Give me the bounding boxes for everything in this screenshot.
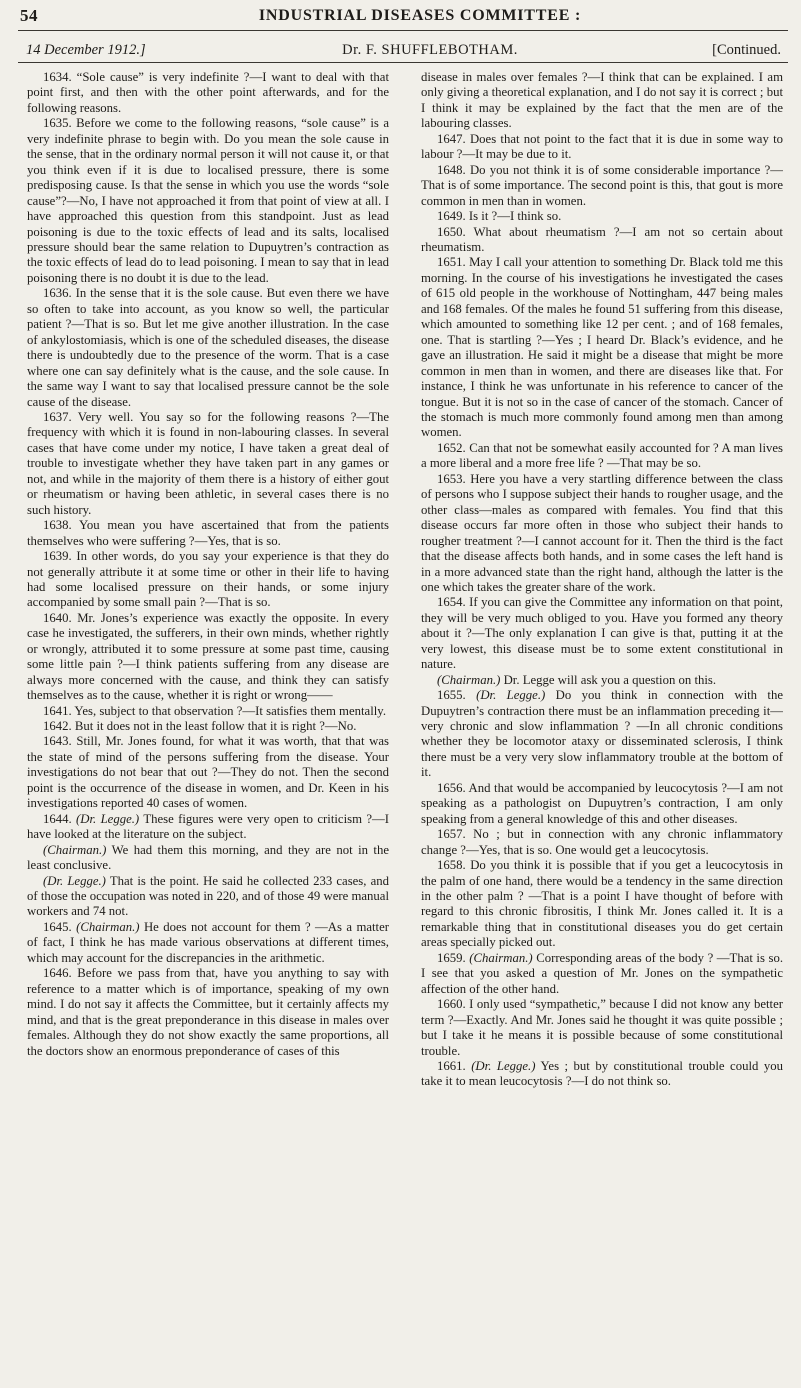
paragraph-text: What about rheumatism ?—I am not so certain about rheumatism. (421, 224, 783, 254)
speaker: (Chairman.) (469, 950, 533, 965)
paragraph-text: Yes ; but by constitutional trouble could you take it to mean leucocytosis ?—I do not think so. (421, 1059, 783, 1089)
question-number: 1650. (437, 224, 466, 239)
speaker: (Chairman.) (76, 919, 140, 934)
paragraph (421, 997, 783, 1059)
witness-name: Dr. F. SHUFFLEBOTHAM. (342, 42, 518, 58)
paragraph-text: I only used “sympathetic,” because I did not know any better term ?—Exactly. And Mr. Jones said he thought it was quite possible ; but I take it he means it is possible because of some constitutional trouble. (421, 997, 783, 1058)
question-number: 1635. (43, 116, 72, 131)
paragraph (421, 441, 783, 472)
question-number: 1659. (437, 950, 466, 965)
paragraph-text: May I call your attention to something Dr. Black told me this morning. In the course of his investigations he investigated the cases of 615 old people in the workhouse of Nottingham, 447 being males and 168 females. Of the males he found 51 suffering from this disease, which amounted to something like 12 per cent. ; and of 168 females, one. That is startling ?—Yes ; I heard Dr. Black’s evidence, and he gave an illustration. He said it might be a disease that might be more common in men than in women, and there are diseases like that. For instance, I think he was unfortunate in his reference to cancer of the tongue. But it is not so in the case of cancer of the stomach. Cancer of the stomach is much more commonly found among men than among women. (421, 255, 783, 440)
paragraph (421, 595, 783, 672)
running-header (0, 6, 801, 26)
paragraph (421, 163, 783, 209)
paragraph (421, 951, 783, 997)
question-number: 1658. (437, 858, 466, 873)
paragraph (421, 70, 783, 132)
paragraph-text: You mean you have ascertained that from the patients themselves who were suffering ?—Yes, that is so. (27, 518, 389, 548)
paragraph (27, 812, 389, 843)
paragraph-text: If you can give the Committee any information on that point, they will be very much obliged to you. Have you formed any theory about it ?—The only explanation I can give is that, putting it at the very lowest, this disease must be to some extent constitutional in nature. (421, 595, 783, 672)
question-number: 1656. (437, 780, 466, 795)
paragraph (27, 704, 389, 719)
question-number: 1648. (437, 162, 466, 177)
paragraph (421, 827, 783, 858)
question-number: 1661. (437, 1059, 466, 1073)
question-number: 1637. (43, 409, 72, 424)
paragraph (27, 920, 389, 966)
paragraph (421, 132, 783, 163)
paragraph-text: Do you think in connection with the Dupuytren’s contraction there must be an inflammation preceding it—very chronic and slow inflammation ? —In all chronic conditions whether they be locomotor ataxy or disseminated sclerosis, I think there must be a very very slow inflammatory trouble at the bottom of it. (421, 688, 783, 780)
paragraph (27, 286, 389, 410)
paragraph (421, 1059, 783, 1090)
paragraph-text: Yes, subject to that observation ?—It satisfies them mentally. (74, 703, 387, 718)
paragraph (421, 688, 783, 781)
paragraph (421, 781, 783, 827)
paragraph (27, 410, 389, 518)
paragraph-text: “Sole cause” is very indefinite ?—I want to deal with that point first, and then with the other point afterwards, and for the following reasons. (27, 70, 389, 115)
paragraph-text: Can that not be somewhat easily accounted for ? A man lives a more liberal and a more free life ? —That may be so. (421, 440, 783, 471)
speaker: (Chairman.) (43, 842, 107, 857)
paragraph-text: Do you think it is possible that if you get a leucocytosis in the palm of one hand, there would be a tendency in the same direction in the other palm ? —That is a point I have thought of before with regard to this chronic fibrositis, I think Mr. Jones called it. It is a remarkable thing that in constitutional diseases you do get certain areas specially picked out. (421, 858, 783, 950)
paragraph-text: Very well. You say so for the following reasons ?—The frequency with which it is found in non-labouring classes. In several cases that have come under my notice, I have taken a great deal of trouble to investigate whether they have taken part in any games or not, and while in the majority of them there is a history of either gout or rheumatism or having been athletic, in several cases there is no such history. (27, 409, 389, 517)
speaker: (Dr. Legge.) (76, 811, 140, 826)
hearing-date: 14 December 1912.] (26, 42, 146, 58)
paragraph-text: Still, Mr. Jones found, for what it was worth, that that was the state of mind of the persons suffering from the disease. Your investigations do not bear that out ?—They do not. Then the second point is the occurrence of the disease in women, and Dr. Keen in his investigations reported 40 cases of women. (27, 734, 389, 811)
paragraph-text: These figures were very open to criticism ?—I have looked at the literature on the subject. (27, 811, 389, 842)
speaker: (Dr. Legge.) (43, 873, 106, 888)
question-number: 1647. (437, 131, 466, 146)
question-number: 1651. (437, 255, 466, 270)
paragraph (27, 549, 389, 611)
question-number: 1652. (437, 440, 466, 455)
left-column (27, 70, 389, 1380)
paragraph (421, 209, 783, 224)
question-number: 1653. (437, 471, 466, 486)
paragraph-text: Here you have a very startling difference between the class of persons who I suppose subject their hands to rougher usage, and the other class—males as compared with females. You find that this disease occurs far more often in those who subject their hands to rougher treatment ?—I cannot account for it. Then the third is the fact that the disease affects both hands, and in some cases the left hand is in a more advanced state than the right hand, although the latter is the one which takes the greater share of the work. (421, 471, 783, 594)
paragraph-text: That is the point. He said he collected 233 cases, and of those the occupation was noted in 220, and of those 49 were manual workers and 74 not. (27, 873, 389, 919)
question-number: 1660. (437, 997, 466, 1012)
paragraph-text: He does not account for them ? —As a matter of fact, I think he has made various observations at different times, which may account for the discrepancies in the arithmetic. (27, 919, 389, 965)
question-number: 1636. (43, 286, 72, 301)
paragraph-text: But it does not in the least follow that it is right ?—No. (74, 719, 357, 734)
question-number: 1642. (43, 719, 72, 734)
paragraph-text: We had them this morning, and they are not in the least conclusive. (27, 842, 389, 873)
question-number: 1646. (43, 966, 72, 981)
paragraph-text: Corresponding areas of the body ? —That is so. I see that you asked a question of Mr. Jones on the sympathetic affection of the other hand. (421, 950, 783, 996)
speaker: (Dr. Legge.) (476, 688, 546, 703)
paragraph-text: Before we pass from that, have you anything to say with reference to a matter which is of importance, speaking of my own mind. I do not say it affects the Committee, but it certainly affects my mind, and that is the great preponderance in this disease in males over females. Although they do not show exactly the same proportions, all the doctors show an enormous preponderance of cases of this (27, 966, 389, 1058)
speaker: (Dr. Legge.) (471, 1059, 536, 1073)
paragraph-text: In the sense that it is the sole cause. But even there we have so often to take into account, as you know so well, the particular patient ?—That is so. But let me give another illustration. In the case of ankylostomiasis, which is one of the scheduled diseases, the disease there is undoubtedly due to the presence of the worm. That is a case where one can say definitely what is the cause, and the sole cause. In the same way I want to say that localised pressure cannot be the sole cause of the disease. (27, 286, 389, 409)
paragraph (27, 70, 389, 116)
paragraph-text: Do you not think it is of some considerable importance ?—That is of some importance. The second point is this, that gout is more common in men than in women. (421, 162, 783, 208)
question-number: 1638. (43, 518, 72, 533)
paragraph-text: disease in males over females ?—I think that can be explained. I am only giving a theoretical explanation, and I do not say it is correct ; but I think it may be explained by the fact that the men are of the labouring classes. (421, 70, 783, 131)
paragraph (27, 874, 389, 920)
paragraph (27, 518, 389, 549)
paragraph (421, 255, 783, 440)
paragraph (27, 611, 389, 704)
paragraph (27, 116, 389, 286)
continued-label: [Continued. (712, 42, 781, 58)
paragraph-text: Dr. Legge will ask you a question on this. (503, 672, 717, 687)
paragraph (421, 858, 783, 951)
paragraph (27, 719, 389, 734)
speaker: (Chairman.) (437, 672, 501, 687)
paragraph (421, 673, 783, 688)
header-rule (18, 30, 788, 31)
question-number: 1645. (43, 919, 72, 934)
question-number: 1649. (437, 209, 466, 224)
page-title: INDUSTRIAL DISEASES COMMITTEE : (258, 7, 582, 24)
question-number: 1655. (437, 688, 466, 703)
paragraph-text: Is it ?—I think so. (468, 209, 562, 224)
question-number: 1644. (43, 811, 72, 826)
paragraph (27, 843, 389, 874)
paragraph-text: No ; but in connection with any chronic inflammatory change ?—Yes, that is so. One would get a leucocytosis. (421, 827, 783, 857)
paragraph-text: In other words, do you say your experience is that they do not generally attribute it at some time or other in their life to having had some localised pressure on their hands, or some injury accompanied by some small pain ?—That is so. (27, 549, 389, 610)
sub-header (0, 42, 801, 62)
paragraph-text: Before we come to the following reasons, “sole cause” is a very indefinite phrase to begin with. Do you mean the sole cause in the sense, that in the ordinary normal person it will not cause it, or that you think even if it is due to localised pressure, there is some predisposing cause. Is that the sense in which you use the words “sole cause”?—No, I have not approached it from that point of view at all. I have approached this question from this standpoint. Just as lead poisoning is due to the toxic effects of lead and its salts, localised pressure should bear the same relation to Dupuytren’s contraction as the toxic effects of lead do to lead poisoning. I mean to say that in lead poisoning there is no doubt it is due to the lead. (27, 116, 389, 285)
question-number: 1639. (43, 549, 72, 564)
paragraph-text: And that would be accompanied by leucocytosis ?—I am not speaking as a pathologist on Dupuytren’s contraction, I am only speaking from a general knowledge of this and other diseases. (421, 780, 783, 826)
question-number: 1654. (437, 595, 466, 610)
question-number: 1641. (43, 703, 72, 718)
paragraph (421, 472, 783, 596)
question-number: 1643. (43, 734, 72, 749)
paragraph-text: Mr. Jones’s experience was exactly the opposite. In every case he investigated, the sufferers, in their own minds, whether rightly or wrongly, attributed it to some pressure at some past time, causing some little pain ?—I think patients suffering from any disease are always more concerned with the cause, and think they can satisfy themselves as to the cause, whether it is right or wrong—— (27, 610, 389, 703)
paragraph (27, 966, 389, 1059)
question-number: 1640. (43, 610, 72, 625)
question-number: 1657. (437, 827, 466, 842)
page-number: 54 (20, 6, 38, 25)
paragraph-text: Does that not point to the fact that it is due in some way to labour ?—It may be due to it. (421, 131, 783, 162)
paragraph (27, 734, 389, 811)
right-column (421, 70, 783, 1380)
subheader-rule (18, 62, 788, 63)
paragraph (421, 225, 783, 256)
question-number: 1634. (43, 70, 72, 84)
